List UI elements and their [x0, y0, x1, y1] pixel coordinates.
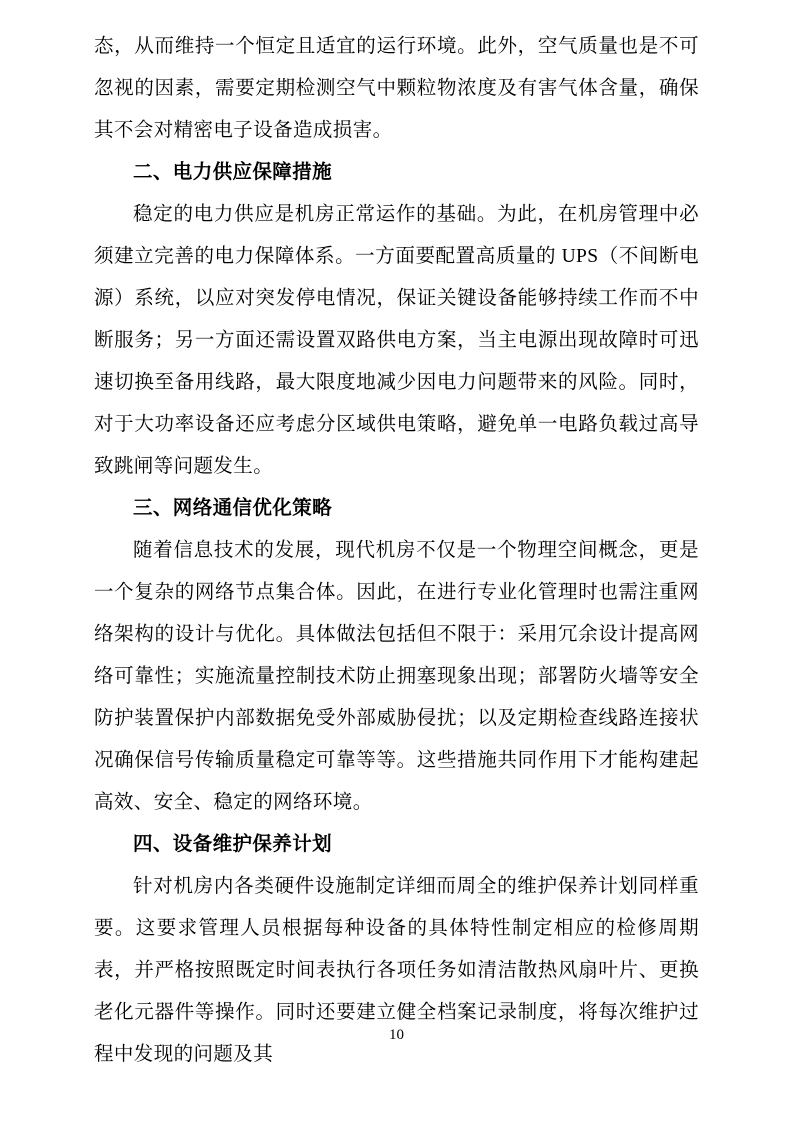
page-number: 10 — [389, 1027, 404, 1043]
section-body-power-supply: 稳定的电力供应是机房正常运作的基础。为此，在机房管理中必须建立完善的电力保障体系。一方面要配置高质量的 UPS（不间断电源）系统，以应对突发停电情况，保证关键设备能够持续工作而不中断服务；另一方面还需设置双路供电方案，当主电源出现故障时可迅速切换至备用线路，最大限度地减少因电力问题带来的风险。同时，对于大功率设备还应考虑分区域供电策略，避免单一电路负载过高导致跳闸等问题发生。 — [94, 204, 699, 477]
section-body-network-optimization: 随着信息技术的发展，现代机房不仅是一个物理空间概念，更是一个复杂的网络节点集合体。因此，在进行专业化管理时也需注重网络架构的设计与优化。具体做法包括但不限于：采用冗余设计提高网络可靠性；实施流量控制技术防止拥塞现象出现；部署防火墙等安全防护装置保护内部数据免受外部威胁侵扰；以及定期检查线路连接状况确保信号传输质量稳定可靠等等。这些措施共同作用下才能构建起高效、安全、稳定的网络环境。 — [94, 540, 699, 813]
section-body-equipment-maintenance: 针对机房内各类硬件设施制定详细而周全的维护保养计划同样重要。这要求管理人员根据每种设备的具体特性制定相应的检修周期表，并严格按照既定时间表执行各项任务如清洁散热风扇叶片、更换老化元器件等操作。同时还要建立健全档案记录制度，将每次维护过程中发现的问题及其 — [94, 876, 699, 1065]
section-heading-power-supply: 二、电力供应保障措施 — [133, 162, 333, 183]
continuation-paragraph: 态，从而维持一个恒定且适宜的运行环境。此外，空气质量也是不可忽视的因素，需要定期检测空气中颗粒物浓度及有害气体含量，确保其不会对精密电子设备造成损害。 — [94, 36, 699, 141]
section-heading-network-optimization: 三、网络通信优化策略 — [133, 498, 333, 519]
section-heading-equipment-maintenance: 四、设备维护保养计划 — [133, 834, 333, 855]
